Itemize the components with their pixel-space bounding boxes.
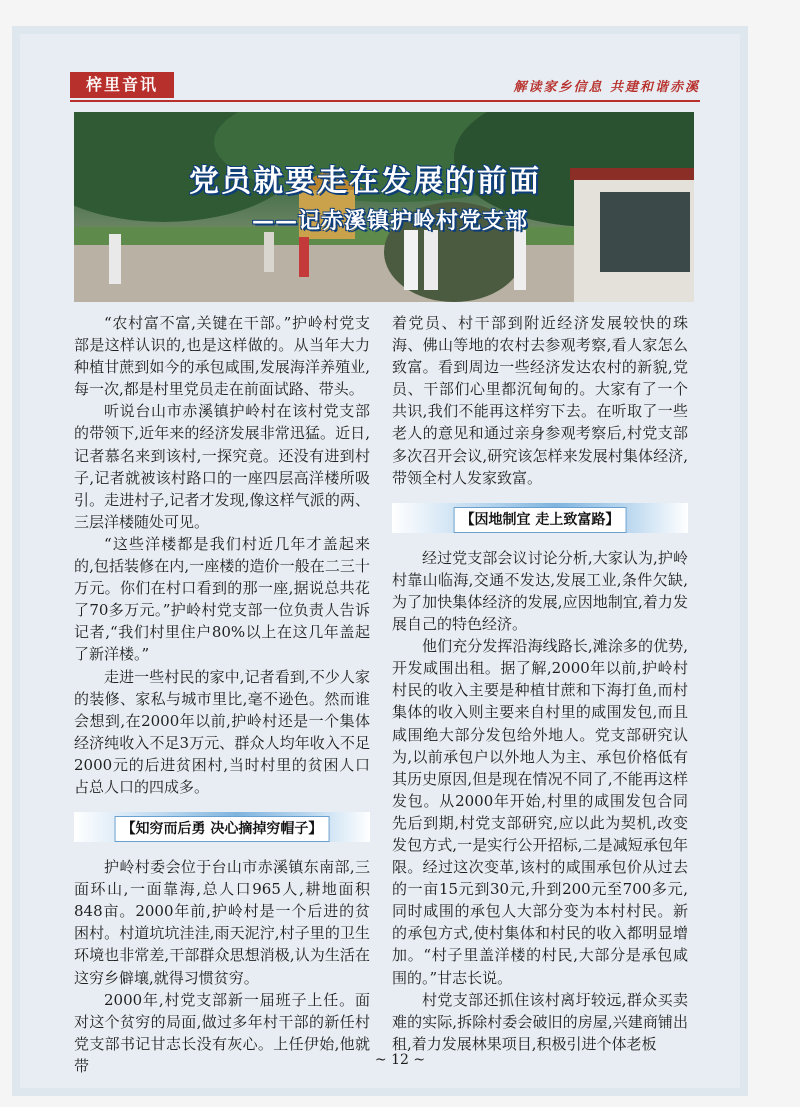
paragraph: 着党员、村干部到附近经济发展较快的珠海、佛山等地的农村去参观考察,看人家怎么致富。看到周边一些经济发达农村的新貌,党员、干部们心里都沉甸甸的。大家有了一个共识,我们不能再这样穷下去。在听取了一些老人的意见和通过亲身参观考察后,村党支部多次召开会议,研究该怎样来发展村集体经济,带领全村人发家致富。 [392, 314, 688, 487]
paragraph: 走进一些村民的家中,记者看到,不少人家的装修、家私与城市里比,毫不逊色。然而谁会想到,在2000年以前,护岭村还是一个集体经济纯收入不足3万元、群众人均年收入不足2000元的后进贫困村,当时村里的贫困人口占总人口的四成多。 [74, 667, 370, 796]
section-heading-bar [392, 503, 688, 533]
paragraph: 2000年,村党支部新一届班子上任。面对这个贫穷的局面,做过多年村干部的新任村党支部书记甘志长没有灰心。上任伊始,他就带 [74, 990, 370, 1075]
paragraph: 他们充分发挥沿海线路长,滩涂多的优势,开发咸围出租。据了解,2000年以前,护岭村村民的收入主要是种植甘蔗和下海打鱼,而村集体的收入则主要来自村里的咸围发包,而且咸围绝大部分发包给外地人。党支部研究认为,以前承包户以外地人为主、承包价格低有其历史原因,但是现在情况不同了,不能再这样发包。从2000年开始,村里的咸围发包合同先后到期,村党支部研究,应以此为契机,改变发包方式,一是实行公开招标,二是减短承包年限。经过这次变革,该村的咸围承包价从过去的一亩15元到30元,升到200元至700多元,同时咸围的承包人大部分变为本村村民。新的承包方式,使村集体和村民的收入都明显增加。“村子里盖洋楼的村民,大部分是承包咸围的。”甘志长说。 [392, 637, 688, 987]
section-heading: 【因地制宜 走上致富路】 [454, 507, 627, 533]
section-heading: 【知穷而后勇 决心摘掉穷帽子】 [115, 816, 330, 842]
article-subtitle: ——记赤溪镇护岭村党支部 [252, 208, 529, 234]
left-column [74, 312, 370, 1077]
section-heading-bar [74, 812, 370, 842]
article-title: 党员就要走在发展的前面 [189, 164, 541, 199]
right-column [392, 312, 688, 1055]
page-number: ~ 12 ~ [374, 1052, 426, 1068]
paragraph: 护岭村委会位于台山市赤溪镇东南部,三面环山,一面靠海,总人口965人,耕地面积848亩。2000年前,护岭村是一个后进的贫困村。村道坑坑洼洼,雨天泥泞,村子里的卫生环境也非常差,干部群众思想消极,认为生活在这穷乡僻壤,就得习惯贫穷。 [74, 858, 370, 987]
paragraph: 听说台山市赤溪镇护岭村在该村党支部的带领下,近年来的经济发展非常迅猛。近日,记者慕名来到该村,一探究竟。还没有进到村子,记者就被该村路口的一座四层高洋楼所吸引。走进村子,记者才发现,像这样气派的两、三层洋楼随处可见。 [74, 402, 370, 531]
paragraph: “农村富不富,关键在干部。”护岭村党支部是这样认识的,也是这样做的。从当年大力种植甘蔗到如今的承包咸围,发展海洋养殖业,每一次,都是村里党员走在前面试路、带头。 [74, 314, 370, 399]
header-rule [70, 100, 700, 102]
paragraph: 村党支部还抓住该村离圩较远,群众买卖难的实际,拆除村委会破旧的房屋,兴建商铺出租,着力发展林果项目,积极引进个体老板 [392, 990, 688, 1053]
header-slogan: 解读家乡信息 共建和谐赤溪 [513, 80, 700, 95]
hero-photo [74, 112, 694, 302]
paragraph: “这些洋楼都是我们村近几年才盖起来的,包括装修在内,一座楼的造价一般在二三十万元。你们在村口看到的那一座,据说总共花了70多万元。”护岭村党支部一位负责人告诉记者,“我们村里住户80%以上在这几年盖起了新洋楼。” [74, 534, 370, 664]
paragraph: 经过党支部会议讨论分析,大家认为,护岭村靠山临海,交通不发达,发展工业,条件欠缺,为了加快集体经济的发展,应因地制宜,着力发展自己的特色经济。 [392, 548, 688, 634]
column-tag: 梓里音讯 [70, 72, 174, 98]
